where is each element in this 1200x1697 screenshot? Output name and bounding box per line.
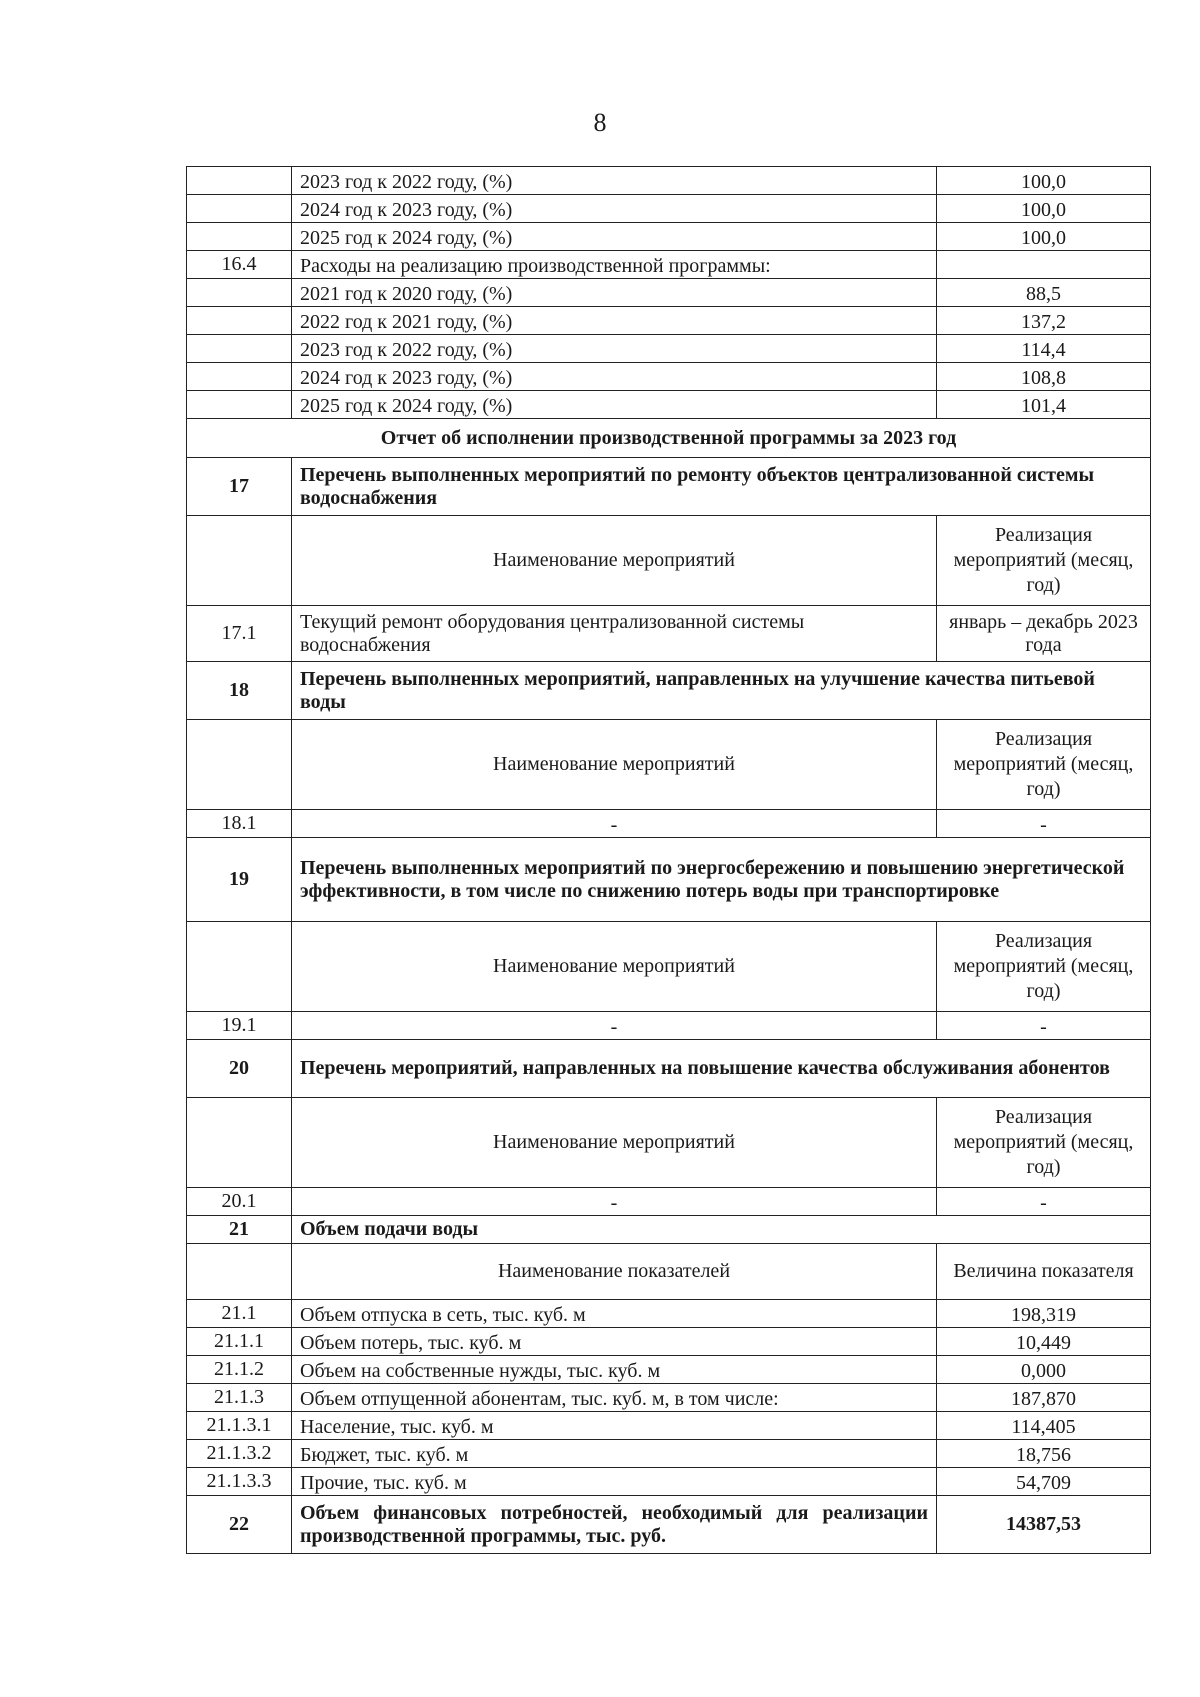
section-number: 22 (187, 1496, 292, 1554)
column-header-row (187, 1244, 1151, 1300)
table-row (187, 606, 1151, 662)
row-number: 21.1 (187, 1300, 292, 1328)
row-number: 17.1 (187, 606, 292, 662)
row-name: 2025 год к 2024 году, (%) (292, 223, 937, 251)
table-row (187, 1012, 1151, 1040)
section-title: Перечень выполненных мероприятий по энергосбережению и повышению энергетической эффективности, в том числе по снижению потерь воды при транспортировке (292, 838, 1151, 922)
row-name: Объем отпущенной абонентам, тыс. куб. м, в том числе: (292, 1384, 937, 1412)
row-value: 101,4 (937, 391, 1151, 419)
table-row (187, 307, 1151, 335)
row-number (187, 279, 292, 307)
row-value: - (937, 1012, 1151, 1040)
row-name: Прочие, тыс. куб. м (292, 1468, 937, 1496)
row-value: 88,5 (937, 279, 1151, 307)
section-number: 21 (187, 1216, 292, 1244)
table-row (187, 1328, 1151, 1356)
section-19-header (187, 838, 1151, 922)
table-row (187, 391, 1151, 419)
row-name: 2023 год к 2022 году, (%) (292, 335, 937, 363)
row-number: 21.1.3.3 (187, 1468, 292, 1496)
row-name: Объем отпуска в сеть, тыс. куб. м (292, 1300, 937, 1328)
row-value: 108,8 (937, 363, 1151, 391)
row-value: - (937, 1188, 1151, 1216)
row-value: 100,0 (937, 223, 1151, 251)
row-name: Расходы на реализацию производственной программы: (292, 251, 937, 279)
row-number: 21.1.3 (187, 1384, 292, 1412)
row-name: Бюджет, тыс. куб. м (292, 1440, 937, 1468)
section-title: Объем финансовых потребностей, необходимый для реализации производственной программы, тыс. руб. (292, 1496, 937, 1554)
column-header-value: Реализация мероприятий (месяц, год) (937, 720, 1151, 810)
row-value: 100,0 (937, 195, 1151, 223)
row-value: 187,870 (937, 1384, 1151, 1412)
row-number (187, 167, 292, 195)
row-value: 18,756 (937, 1440, 1151, 1468)
section-number: 18 (187, 662, 292, 720)
table-row (187, 1412, 1151, 1440)
table-row (187, 363, 1151, 391)
table-row (187, 335, 1151, 363)
row-number: 18.1 (187, 810, 292, 838)
row-value (937, 251, 1151, 279)
section-title: Объем подачи воды (292, 1216, 1151, 1244)
page-number: 8 (593, 108, 607, 137)
row-number: 21.1.2 (187, 1356, 292, 1384)
row-value: 114,4 (937, 335, 1151, 363)
column-header-name: Наименование мероприятий (292, 516, 937, 606)
section-21-header (187, 1216, 1151, 1244)
table-row (187, 1384, 1151, 1412)
row-number (187, 223, 292, 251)
column-header-name: Наименование мероприятий (292, 922, 937, 1012)
column-header-value: Реализация мероприятий (месяц, год) (937, 516, 1151, 606)
row-number: 19.1 (187, 1012, 292, 1040)
empty-cell (187, 922, 292, 1012)
column-header-name: Наименование показателей (292, 1244, 937, 1300)
section-22-row (187, 1496, 1151, 1554)
row-name: Текущий ремонт оборудования централизованной системы водоснабжения (292, 606, 937, 662)
row-name: Население, тыс. куб. м (292, 1412, 937, 1440)
row-number: 21.1.1 (187, 1328, 292, 1356)
report-title-row (187, 419, 1151, 458)
section-20-header (187, 1040, 1151, 1098)
row-value: 100,0 (937, 167, 1151, 195)
row-name: 2021 год к 2020 году, (%) (292, 279, 937, 307)
row-number (187, 307, 292, 335)
empty-cell (187, 1244, 292, 1300)
row-name: Объем на собственные нужды, тыс. куб. м (292, 1356, 937, 1384)
row-number: 16.4 (187, 251, 292, 279)
row-number (187, 391, 292, 419)
row-number (187, 335, 292, 363)
section-17-header (187, 458, 1151, 516)
section-title: Перечень выполненных мероприятий, направленных на улучшение качества питьевой воды (292, 662, 1151, 720)
empty-cell (187, 720, 292, 810)
row-number: 21.1.3.2 (187, 1440, 292, 1468)
table-row (187, 810, 1151, 838)
row-name: Объем потерь, тыс. куб. м (292, 1328, 937, 1356)
row-value: 54,709 (937, 1468, 1151, 1496)
row-number: 21.1.3.1 (187, 1412, 292, 1440)
section-value: 14387,53 (937, 1496, 1151, 1554)
section-18-header (187, 662, 1151, 720)
row-name: - (292, 1188, 937, 1216)
row-name: - (292, 810, 937, 838)
section-title: Перечень выполненных мероприятий по ремонту объектов централизованной системы водоснабжения (292, 458, 1151, 516)
row-value: 0,000 (937, 1356, 1151, 1384)
row-name: - (292, 1012, 937, 1040)
row-name: 2022 год к 2021 году, (%) (292, 307, 937, 335)
report-title: Отчет об исполнении производственной программы за 2023 год (187, 419, 1151, 458)
column-header-row (187, 516, 1151, 606)
table-row (187, 195, 1151, 223)
table-row (187, 1440, 1151, 1468)
row-value: 10,449 (937, 1328, 1151, 1356)
row-name: 2023 год к 2022 году, (%) (292, 167, 937, 195)
row-name: 2024 год к 2023 году, (%) (292, 195, 937, 223)
row-number (187, 195, 292, 223)
program-table-container (186, 166, 1150, 1554)
table-row (187, 251, 1151, 279)
empty-cell (187, 1098, 292, 1188)
row-value: - (937, 810, 1151, 838)
section-number: 19 (187, 838, 292, 922)
section-title: Перечень мероприятий, направленных на повышение качества обслуживания абонентов (292, 1040, 1151, 1098)
row-value: 114,405 (937, 1412, 1151, 1440)
column-header-value: Реализация мероприятий (месяц, год) (937, 922, 1151, 1012)
program-table (186, 166, 1151, 1554)
column-header-name: Наименование мероприятий (292, 720, 937, 810)
row-value: январь – декабрь 2023 года (937, 606, 1151, 662)
table-row (187, 1468, 1151, 1496)
row-number: 20.1 (187, 1188, 292, 1216)
column-header-row (187, 1098, 1151, 1188)
section-number: 20 (187, 1040, 292, 1098)
row-name: 2024 год к 2023 году, (%) (292, 363, 937, 391)
column-header-value: Реализация мероприятий (месяц, год) (937, 1098, 1151, 1188)
table-row (187, 1188, 1151, 1216)
table-row (187, 223, 1151, 251)
row-value: 137,2 (937, 307, 1151, 335)
table-row (187, 279, 1151, 307)
row-value: 198,319 (937, 1300, 1151, 1328)
table-row (187, 1300, 1151, 1328)
table-row (187, 167, 1151, 195)
empty-cell (187, 516, 292, 606)
column-header-row (187, 720, 1151, 810)
row-number (187, 363, 292, 391)
row-name: 2025 год к 2024 году, (%) (292, 391, 937, 419)
column-header-row (187, 922, 1151, 1012)
column-header-value: Величина показателя (937, 1244, 1151, 1300)
section-number: 17 (187, 458, 292, 516)
table-row (187, 1356, 1151, 1384)
column-header-name: Наименование мероприятий (292, 1098, 937, 1188)
